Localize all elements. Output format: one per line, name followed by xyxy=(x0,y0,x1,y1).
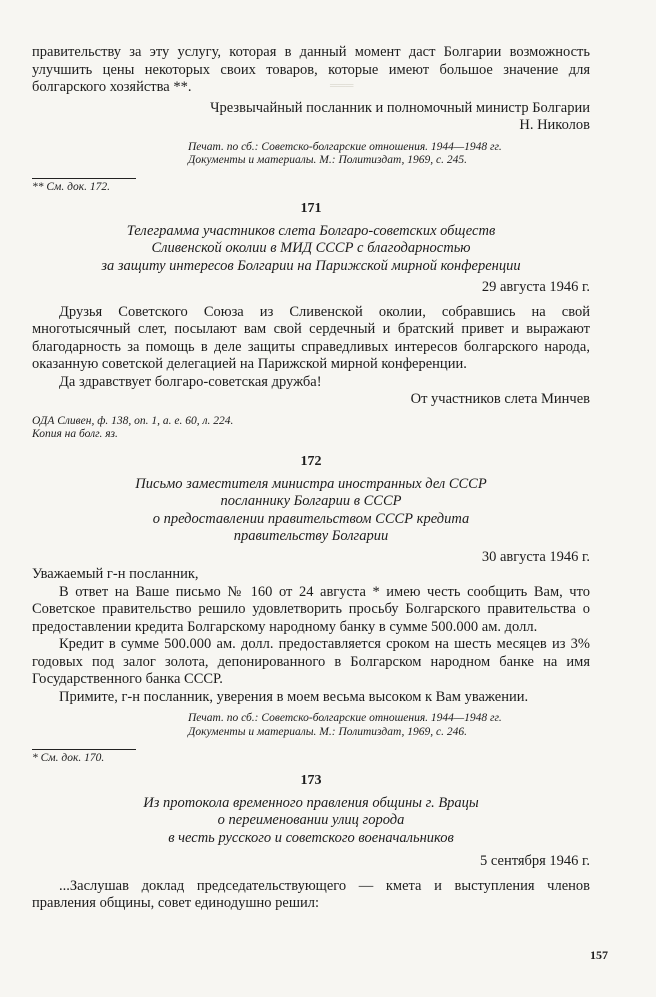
source-line-2: Документы и материалы. М.: Политиздат, 1969, с. 245. xyxy=(188,154,468,167)
doc-title-171 xyxy=(32,223,590,276)
language-note: Копия на болг. яз. xyxy=(32,428,118,441)
bleed-through: ═══ xyxy=(330,80,354,92)
footnote: ** См. док. 172. xyxy=(32,180,110,193)
doc-date-171: 29 августа 1946 г. xyxy=(481,279,590,296)
letter-paragraph-2: Кредит в сумме 500.000 ам. долл. предоставляется сроком на шесть месяцев из 3% годовых под залог золота, депонированного в Болгарском народном банке на имя Государственного банка СССР. xyxy=(32,636,590,688)
title-line: о предоставлении правительством СССР кредита xyxy=(152,510,470,527)
doc-number-173: 173 xyxy=(300,772,322,788)
footnote-rule xyxy=(32,749,136,750)
signature-title: Чрезвычайный посланник и полномочный министр Болгарии xyxy=(210,99,590,116)
source-line-1: Печат. по сб.: Советско-болгарские отношения. 1944—1948 гг. xyxy=(188,140,502,153)
title-line: за защиту интересов Болгарии на Парижской мирной конференции xyxy=(101,257,521,274)
document-page xyxy=(32,44,590,913)
letter-greeting: Уважаемый г-н посланник, xyxy=(32,566,199,583)
doc-body-173: ...Заслушав доклад председательствующего — кмета и выступления членов правления общины, совет единодушно решил: xyxy=(32,877,590,912)
doc-body-171: Друзья Советского Союза из Сливенской околии, собравшись на свой многотысячный слет, посылают вам свой сердечный и братский привет и выражают благодарность за помощь в деле защиты справедливых интересов болгарского народа, оказанную советской делегацией на Парижской мирной конференции. xyxy=(32,303,590,373)
title-line: о переименовании улиц города xyxy=(217,812,405,829)
title-line: Телеграмма участников слета Болгаро-советских обществ xyxy=(126,222,496,239)
doc-title-173 xyxy=(32,795,590,848)
doc-date-173: 5 сентября 1946 г. xyxy=(480,853,590,870)
source-line-1: Печат. по сб.: Советско-болгарские отношения. 1944—1948 гг. xyxy=(188,712,502,725)
title-line: посланнику Болгарии в СССР xyxy=(220,493,402,510)
source-line-2: Документы и материалы. М.: Политиздат, 1969, с. 246. xyxy=(188,725,468,738)
title-line: правительству Болгарии xyxy=(233,528,389,545)
page-number: 157 xyxy=(590,948,608,962)
doc-body-171-closing: Да здравствует болгаро-советская дружба! xyxy=(59,373,322,390)
title-line: в честь русского и советского военачальников xyxy=(168,829,454,846)
letter-paragraph-3: Примите, г-н посланник, уверения в моем весьма высоком к Вам уважении. xyxy=(59,688,529,705)
footnote: * См. док. 170. xyxy=(32,751,105,764)
doc-title-172 xyxy=(32,476,590,546)
footnote-rule xyxy=(32,178,136,179)
letter-paragraph-1: В ответ на Ваше письмо № 160 от 24 августа * имею честь сообщить Вам, что Советское правительство решило удовлетворить просьбу Болгарского правительства о предоставлении кредита Болгарскому народному банку в сумме 500.000 ам. долл. xyxy=(32,583,590,635)
title-line: Письмо заместителя министра иностранных дел СССР xyxy=(135,475,487,492)
title-line: Из протокола временного правления общины г. Врацы xyxy=(143,794,479,811)
top-paragraph: правительству за эту услугу, которая в данный момент даст Болгарии возможность улучшить цены некоторых своих товаров, которые имеют большое значение для болгарского хозяйства **. xyxy=(32,44,590,95)
doc-number-172: 172 xyxy=(300,453,322,469)
title-line: Сливенской околии в МИД СССР с благодарностью xyxy=(151,240,471,257)
signature-name: Н. Николов xyxy=(519,117,590,133)
doc-signature-171: От участников слета Минчев xyxy=(410,391,590,408)
doc-date-172: 30 августа 1946 г. xyxy=(481,548,590,565)
doc-number-171: 171 xyxy=(300,200,322,216)
archive-source: ОДА Сливен, ф. 138, оп. 1, а. е. 60, л. 224. xyxy=(32,414,234,427)
